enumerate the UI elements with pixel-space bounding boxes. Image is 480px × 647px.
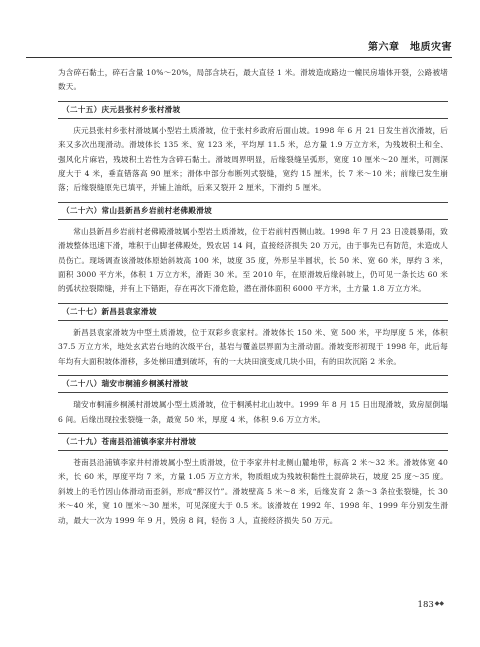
page-number: 183 xyxy=(417,600,434,610)
chapter-title: 第六章 地质灾害 xyxy=(368,42,452,53)
page-footer xyxy=(418,600,444,610)
section-heading: （二十五）庆元县张村乡张村滑坡 xyxy=(58,101,448,119)
section-heading: （二十六）常山县新昌乡岩前村老佛殿滑坡 xyxy=(58,202,448,220)
footer-ornament: ◆◆ xyxy=(434,600,444,607)
section-heading: （二十七）新昌县袁家滑坡 xyxy=(58,303,448,321)
section-heading: （二十八）瑞安市桐浦乡桐溪村滑坡 xyxy=(58,375,448,393)
page-body xyxy=(58,66,448,528)
section-heading: （二十九）苍南县沿浦镇李家井村滑坡 xyxy=(58,433,448,451)
intro-paragraph: 为含碎石黏土，碎石含量 10%～20%，局部含块石，最大直径 1 米。滑坡造成路边一幢民房墙体开裂，公路被堵数天。 xyxy=(58,68,448,92)
section-body: 瑞安市桐浦乡桐溪村滑坡属小型土质滑坡，位于桐溪村北山坡中。1999 年 8 月 15 日出现滑坡，致房屋倒塌 6 间。后缘出现拉张裂缝一条，最宽 50 米，厚度 4 米，体积 9.6 万立方米。 xyxy=(58,400,448,424)
section-body: 苍南县沿浦镇李家井村滑坡属小型土质滑坡，位于李家井村北侧山麓地带，标高 2 米～32 米。滑坡体宽 40 米，长 60 米，厚度平均 7 米，方量 1.05 万立方米，物质组成为残坡积黏性土混碎块石，坡度 25 度～35 度。斜坡上的毛竹因山体滑动而歪斜，形成“醉汉竹”。滑坡壁高 5 米～8 米，后缘发育 2 条～3 条拉张裂缝，长 30 米～40 米，宽 10 厘米～30 厘米，可见深度大于 0.5 米。该滑坡在 1992 年、1998 年、1999 年分别发生滑动，最大一次为 1999 年 9 月，毁房 8 间，轻伤 3 人，直接经济损失 50 万元。 xyxy=(58,457,448,525)
section-body: 庆元县张村乡张村滑坡属小型岩土质滑坡，位于张村乡政府后面山坡。1998 年 6 月 21 日发生首次滑坡，后来又多次出现滑动。滑坡体长 135 米、宽 123 米，平均厚 11.5 米，总方量 1.9 万立方米，为残坡积土和全、强风化片麻岩，残坡积土岩性为含碎石黏土。滑坡周界明显，后缘裂缝呈弧形，宽度 10 厘米～20 厘米，可测深度大于 4 米，垂直错落高 90 厘米；滑体中部分布断列式裂缝，宽约 15 厘米，长 7 米～10 米；前缘已发生崩落；后缘裂缝原先已填平，并铺上油纸，后来又裂开 2 厘米，下滑约 5 厘米。 xyxy=(58,125,448,193)
header-rule xyxy=(26,57,452,58)
running-header xyxy=(26,36,452,58)
section-body: 新昌县袁家滑坡为中型土质滑坡，位于双彩乡袁家村。滑坡体长 150 米、宽 500 米，平均厚度 5 米，体积 37.5 万立方米，地处玄武岩台地的次级平台，基岩与覆盖层界面为主滑动面。滑坡变形初现于 1998 年，此后每年均有大面积坡体滑移，多处梯田遭到破坏，有的一大块田演变成几块小田，有的田坎沉陷 2 米余。 xyxy=(58,327,448,366)
section-body: 常山县新昌乡岩前村老佛殿滑坡属小型岩土质滑坡，位于岩前村西侧山坡。1998 年 7 月 23 日凌晨暴雨，致滑坡整体迅速下滑，堆积于山脚老佛殿处，毁农居 14 间，直接经济损失 20 万元，由于事先已有防范，未造成人员伤亡。现场调查该滑坡体原始斜坡高 100 米，坡度 35 度，外形呈半圆状，长 50 米、宽 60 米，厚约 3 米，面积 3000 平方米，体积 1 万立方米，滑距 30 米。至 2010 年，在原滑坡后缘斜坡上，仍可见一条长达 60 米的弧状拉裂隙缝，并有上下错距，存在再次下滑危险，潜在滑体面积 6000 平方米，土方量 1.8 万立方米。 xyxy=(58,226,448,294)
